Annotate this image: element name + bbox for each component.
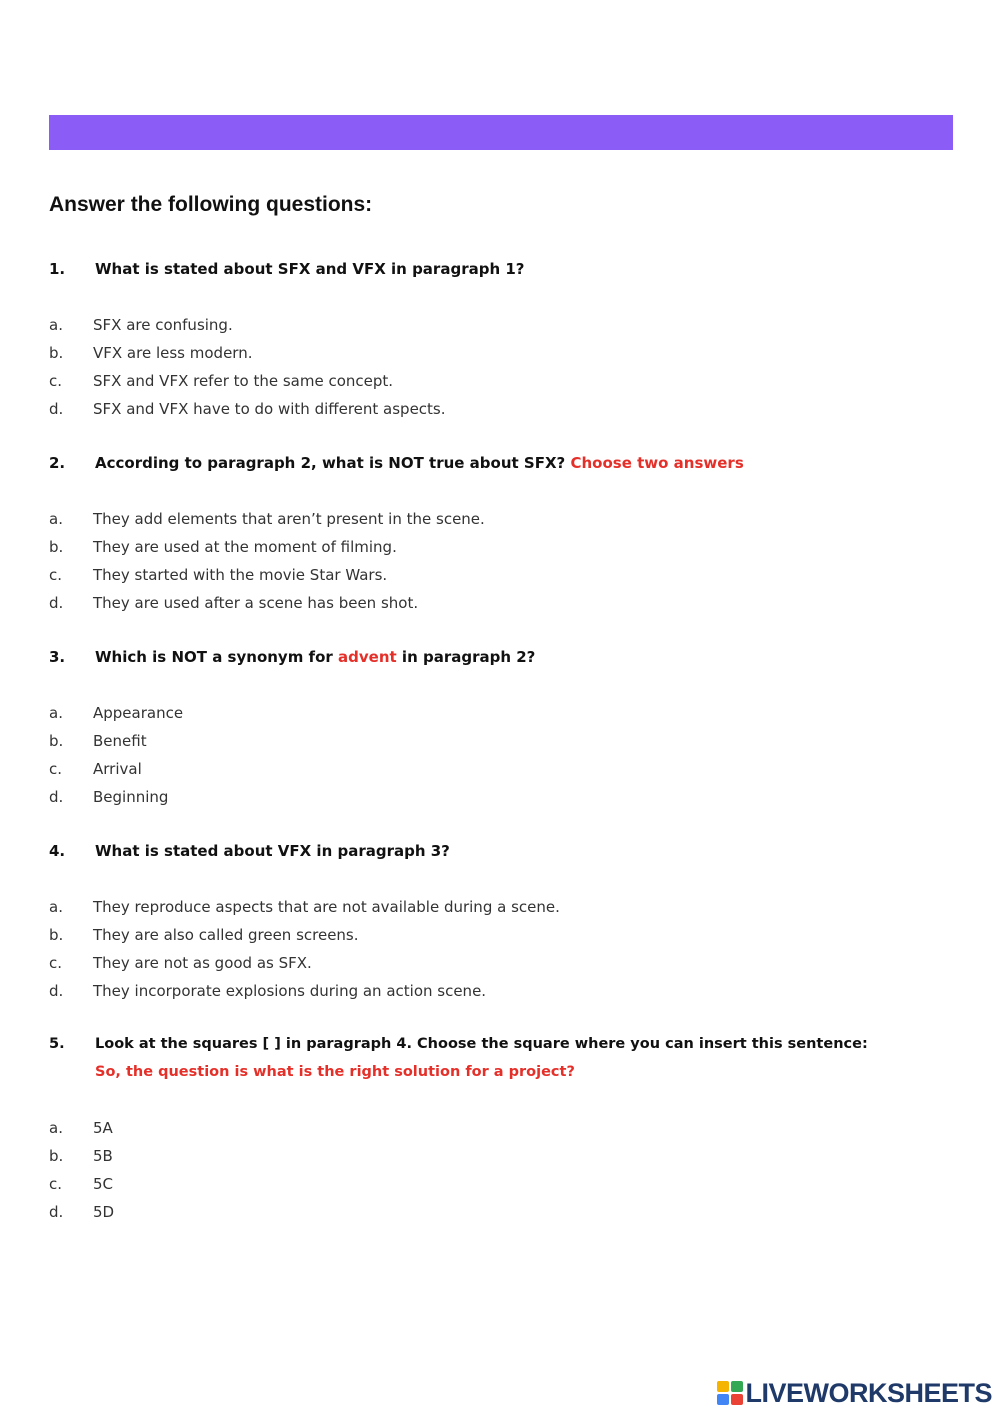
- option-letter: a.: [49, 898, 63, 916]
- option-text: VFX are less modern.: [93, 344, 253, 362]
- option-letter: b.: [49, 926, 64, 944]
- option-letter: d.: [49, 400, 64, 418]
- question-number: 1.: [49, 260, 66, 278]
- option-text: 5C: [93, 1175, 114, 1193]
- option-3a[interactable]: [49, 703, 183, 723]
- question-number: 4.: [49, 842, 66, 860]
- option-text: They are also called green screens.: [93, 926, 359, 944]
- option-1b[interactable]: [49, 343, 252, 363]
- option-3c[interactable]: [49, 759, 142, 779]
- option-4a[interactable]: [49, 897, 560, 917]
- option-text: Beginning: [93, 788, 169, 806]
- option-letter: c.: [49, 954, 63, 972]
- option-1c[interactable]: [49, 371, 393, 391]
- option-text: They are used after a scene has been shot.: [93, 594, 419, 612]
- header-banner: [49, 115, 953, 150]
- option-text: Benefit: [93, 732, 147, 750]
- option-3b[interactable]: [49, 731, 147, 751]
- option-letter: d.: [49, 1203, 64, 1221]
- option-letter: a.: [49, 1119, 63, 1137]
- liveworksheets-logo-icon: [717, 1381, 743, 1405]
- option-letter: a.: [49, 316, 63, 334]
- question-2: [49, 449, 744, 477]
- option-3d[interactable]: [49, 787, 168, 807]
- option-letter: d.: [49, 982, 64, 1000]
- option-letter: c.: [49, 372, 63, 390]
- question-text: What is stated about SFX and VFX in paragraph 1?: [95, 260, 525, 278]
- option-2c[interactable]: [49, 565, 387, 585]
- question-text: According to paragraph 2, what is NOT true about SFX?: [95, 454, 566, 472]
- option-letter: c.: [49, 760, 63, 778]
- option-4c[interactable]: [49, 953, 312, 973]
- question-3: [49, 643, 535, 671]
- option-text: They are used at the moment of filming.: [93, 538, 397, 556]
- option-letter: c.: [49, 1175, 63, 1193]
- page-heading: Answer the following questions:: [49, 193, 373, 216]
- option-letter: d.: [49, 594, 64, 612]
- option-text: They are not as good as SFX.: [93, 954, 312, 972]
- logo-mark-tile: [717, 1394, 729, 1405]
- logo-mark-tile: [731, 1394, 743, 1405]
- option-text: They incorporate explosions during an action scene.: [93, 982, 487, 1000]
- option-letter: a.: [49, 704, 63, 722]
- option-letter: a.: [49, 510, 63, 528]
- option-2a[interactable]: [49, 509, 485, 529]
- logo-mark-tile: [731, 1381, 743, 1392]
- option-text: 5A: [93, 1119, 113, 1137]
- logo-text: LIVEWORKSHEETS: [745, 1377, 992, 1408]
- option-text: 5B: [93, 1147, 113, 1165]
- highlighted-word: advent: [338, 648, 397, 666]
- option-letter: b.: [49, 538, 64, 556]
- option-letter: b.: [49, 1147, 64, 1165]
- liveworksheets-logo[interactable]: [717, 1378, 992, 1408]
- option-2d[interactable]: [49, 593, 418, 613]
- question-text-end: in paragraph 2?: [401, 648, 536, 666]
- option-5b[interactable]: [49, 1146, 113, 1166]
- option-1a[interactable]: [49, 315, 233, 335]
- option-text: SFX are confusing.: [93, 316, 233, 334]
- option-text: 5D: [93, 1203, 115, 1221]
- question-number: 3.: [49, 648, 66, 666]
- sentence-to-insert: So, the question is what is the right solution for a project?: [95, 1064, 575, 1080]
- option-letter: b.: [49, 732, 64, 750]
- option-5c[interactable]: [49, 1174, 113, 1194]
- option-text: SFX and VFX refer to the same concept.: [93, 372, 394, 390]
- option-5a[interactable]: [49, 1118, 113, 1138]
- option-letter: b.: [49, 344, 64, 362]
- option-4d[interactable]: [49, 981, 486, 1001]
- question-instruction: Choose two answers: [570, 454, 744, 472]
- option-text: SFX and VFX have to do with different aspects.: [93, 400, 446, 418]
- option-5d[interactable]: [49, 1202, 114, 1222]
- option-text: They add elements that aren’t present in the scene.: [93, 510, 485, 528]
- option-text: They reproduce aspects that are not available during a scene.: [93, 898, 560, 916]
- question-4: [49, 837, 450, 865]
- question-text: Look at the squares [ ] in paragraph 4. Choose the square where you can insert this sentence:: [95, 1036, 868, 1052]
- logo-mark-tile: [717, 1381, 729, 1392]
- option-4b[interactable]: [49, 925, 359, 945]
- question-number: 2.: [49, 454, 66, 472]
- option-letter: d.: [49, 788, 64, 806]
- option-1d[interactable]: [49, 399, 446, 419]
- option-text: Appearance: [93, 704, 184, 722]
- question-text: Which is NOT a synonym for: [95, 648, 333, 666]
- option-2b[interactable]: [49, 537, 397, 557]
- question-text: What is stated about VFX in paragraph 3?: [95, 842, 450, 860]
- option-text: They started with the movie Star Wars.: [93, 566, 388, 584]
- option-text: Arrival: [93, 760, 142, 778]
- option-letter: c.: [49, 566, 63, 584]
- question-1: [49, 255, 525, 283]
- question-number: 5.: [49, 1036, 65, 1052]
- question-5: [49, 1030, 969, 1086]
